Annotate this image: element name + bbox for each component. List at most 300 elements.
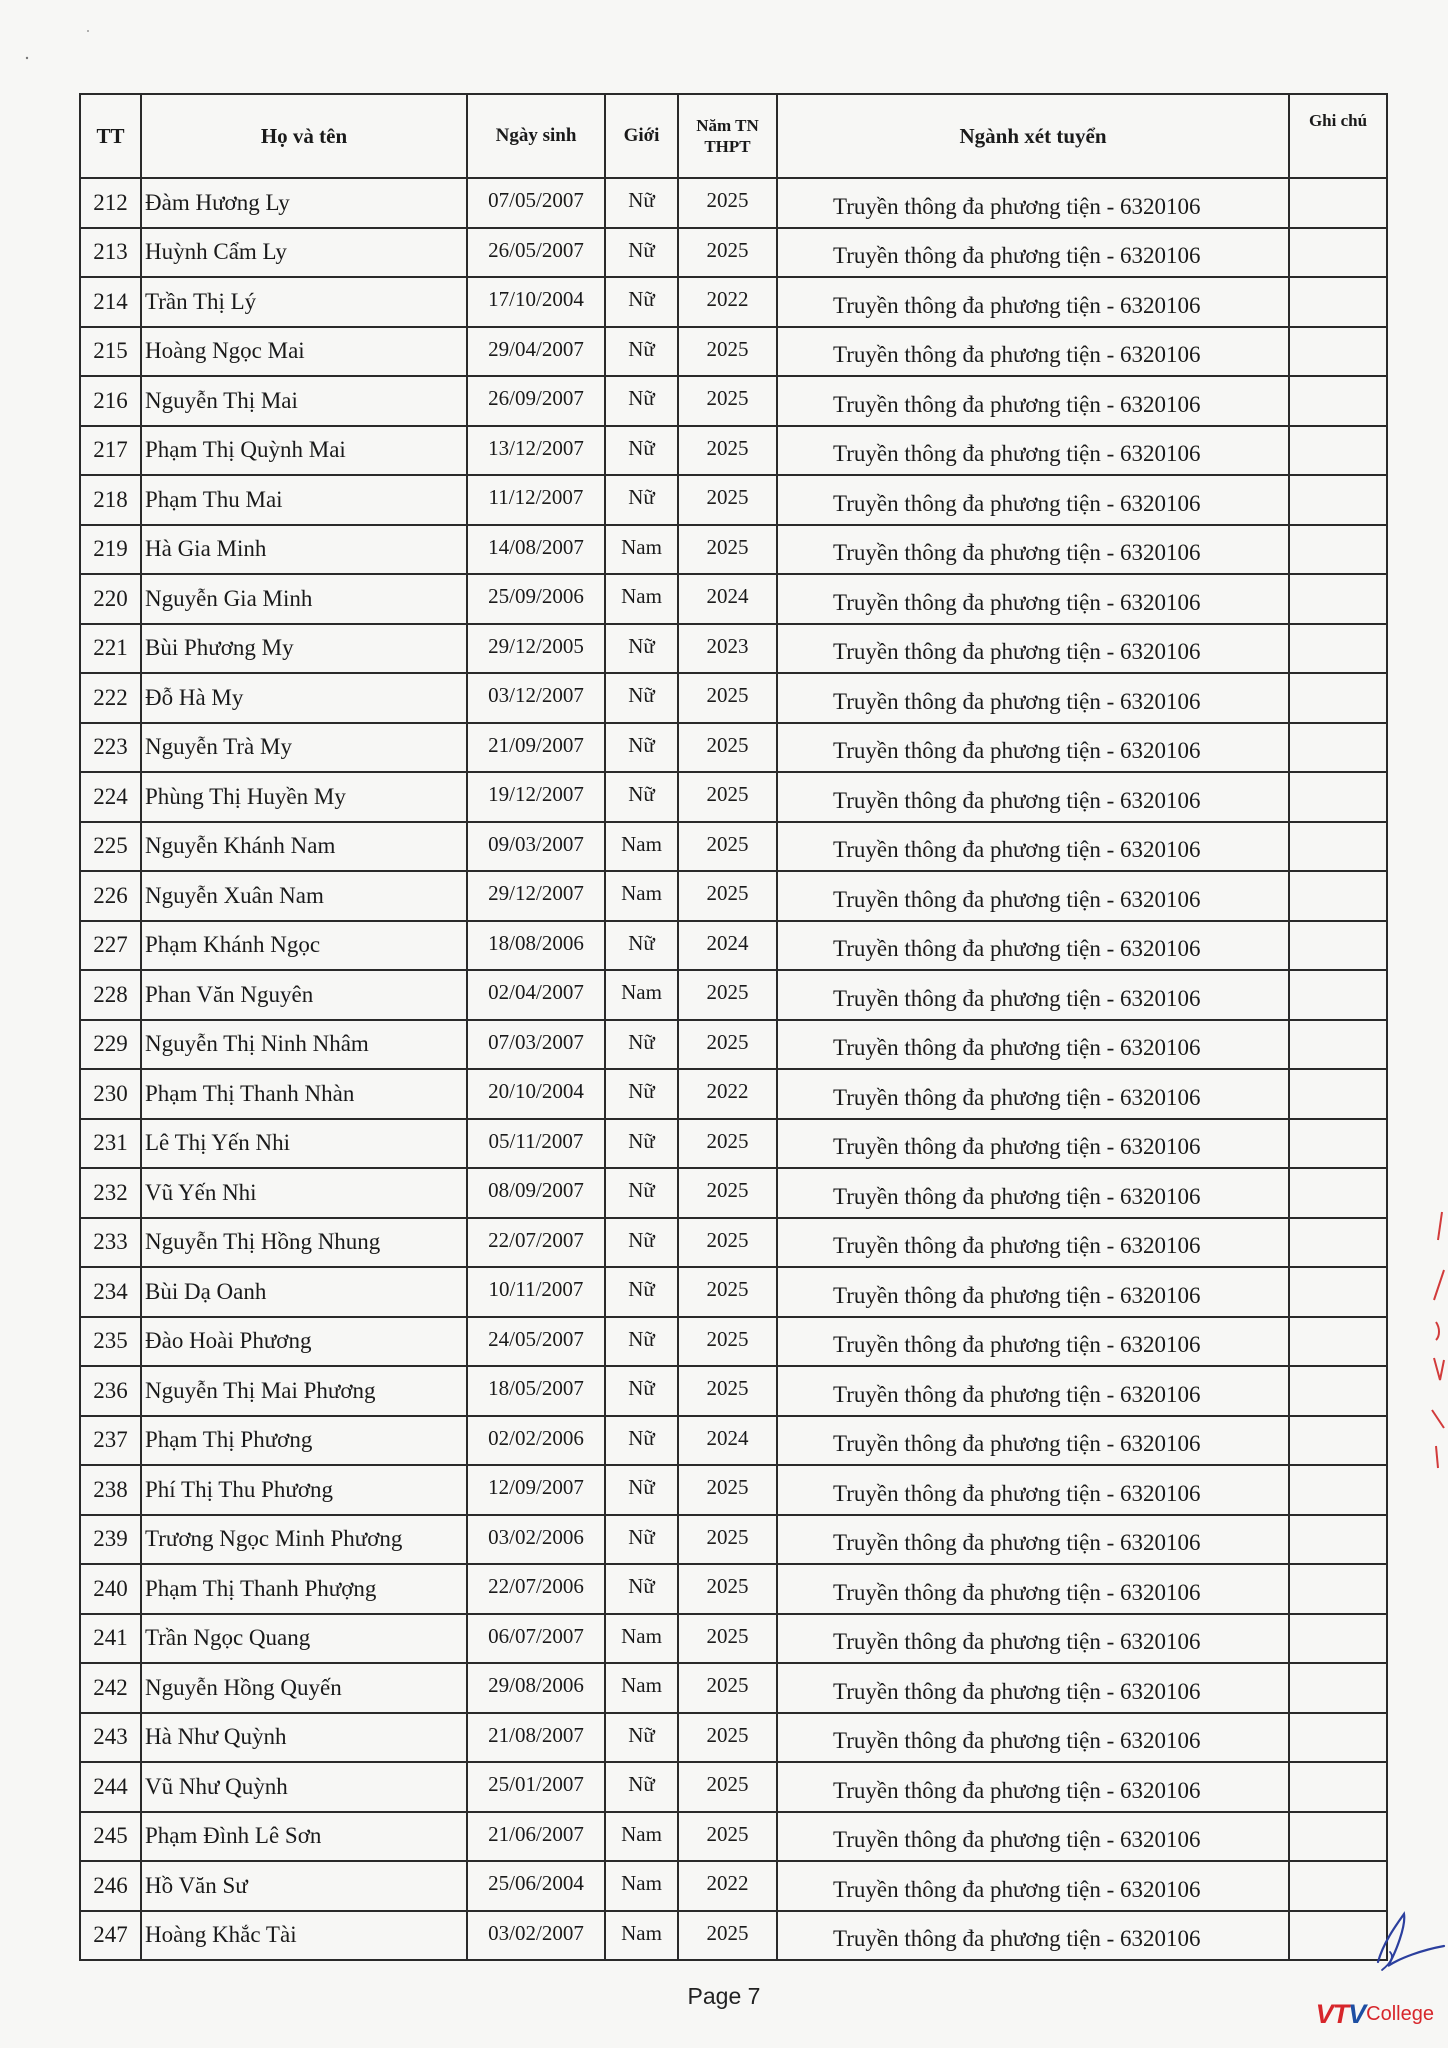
table-row: [80, 772, 1387, 822]
table-row: [80, 624, 1387, 674]
row-sex: Nữ: [605, 1069, 678, 1119]
row-tt: 219: [80, 525, 141, 575]
row-dob: 13/12/2007: [467, 426, 605, 476]
row-major: Truyền thông đa phương tiện - 6320106: [777, 673, 1289, 723]
header-sex: Giới: [605, 94, 678, 178]
table-row: [80, 1663, 1387, 1713]
table-row: [80, 673, 1387, 723]
header-year-line1: Năm TN: [696, 116, 759, 135]
logo-vt: VT: [1315, 1999, 1349, 2029]
red-stamp-icon: [1428, 1210, 1448, 1470]
row-dob: 22/07/2006: [467, 1564, 605, 1614]
row-name: Hà Như Quỳnh: [141, 1713, 467, 1763]
row-sex: Nữ: [605, 426, 678, 476]
row-major: Truyền thông đa phương tiện - 6320106: [777, 624, 1289, 674]
table-row: [80, 525, 1387, 575]
row-grad-year: 2025: [678, 1267, 777, 1317]
row-sex: Nam: [605, 574, 678, 624]
row-note: [1289, 1168, 1387, 1218]
row-dob: 29/12/2007: [467, 871, 605, 921]
row-major: Truyền thông đa phương tiện - 6320106: [777, 871, 1289, 921]
row-note: [1289, 1218, 1387, 1268]
header-name: Họ và tên: [141, 94, 467, 178]
candidate-table: [79, 93, 1388, 1961]
row-grad-year: 2025: [678, 327, 777, 377]
row-tt: 243: [80, 1713, 141, 1763]
row-grad-year: 2022: [678, 1861, 777, 1911]
table-row: [80, 1366, 1387, 1416]
row-dob: 06/07/2007: [467, 1614, 605, 1664]
row-major: Truyền thông đa phương tiện - 6320106: [777, 376, 1289, 426]
table-row: [80, 1812, 1387, 1862]
row-note: [1289, 1663, 1387, 1713]
row-dob: 20/10/2004: [467, 1069, 605, 1119]
table-row: [80, 1911, 1387, 1961]
row-name: Nguyễn Thị Hồng Nhung: [141, 1218, 467, 1268]
row-sex: Nữ: [605, 1218, 678, 1268]
row-name: Trương Ngọc Minh Phương: [141, 1515, 467, 1565]
row-name: Nguyễn Hồng Quyến: [141, 1663, 467, 1713]
row-grad-year: 2024: [678, 921, 777, 971]
row-sex: Nữ: [605, 673, 678, 723]
row-grad-year: 2022: [678, 277, 777, 327]
row-grad-year: 2024: [678, 1416, 777, 1466]
row-sex: Nữ: [605, 1762, 678, 1812]
table-row: [80, 376, 1387, 426]
row-tt: 213: [80, 228, 141, 278]
row-dob: 09/03/2007: [467, 822, 605, 872]
row-major: Truyền thông đa phương tiện - 6320106: [777, 1515, 1289, 1565]
row-name: Nguyễn Thị Ninh Nhâm: [141, 1020, 467, 1070]
row-grad-year: 2025: [678, 822, 777, 872]
row-note: [1289, 475, 1387, 525]
table-row: [80, 1614, 1387, 1664]
row-tt: 215: [80, 327, 141, 377]
row-name: Hoàng Khắc Tài: [141, 1911, 467, 1961]
header-note: Ghi chú: [1289, 94, 1387, 178]
row-major: Truyền thông đa phương tiện - 6320106: [777, 1564, 1289, 1614]
row-dob: 08/09/2007: [467, 1168, 605, 1218]
table-row: [80, 871, 1387, 921]
row-dob: 18/08/2006: [467, 921, 605, 971]
row-sex: Nam: [605, 970, 678, 1020]
row-tt: 217: [80, 426, 141, 476]
row-major: Truyền thông đa phương tiện - 6320106: [777, 1020, 1289, 1070]
row-dob: 12/09/2007: [467, 1465, 605, 1515]
table-row: [80, 1168, 1387, 1218]
row-major: Truyền thông đa phương tiện - 6320106: [777, 1713, 1289, 1763]
row-sex: Nữ: [605, 921, 678, 971]
row-sex: Nữ: [605, 277, 678, 327]
row-tt: 230: [80, 1069, 141, 1119]
row-grad-year: 2025: [678, 426, 777, 476]
row-grad-year: 2025: [678, 1168, 777, 1218]
row-tt: 240: [80, 1564, 141, 1614]
row-grad-year: 2025: [678, 376, 777, 426]
row-dob: 03/02/2007: [467, 1911, 605, 1961]
row-dob: 24/05/2007: [467, 1317, 605, 1367]
row-dob: 25/06/2004: [467, 1861, 605, 1911]
row-note: [1289, 673, 1387, 723]
row-note: [1289, 1366, 1387, 1416]
row-name: Lê Thị Yến Nhi: [141, 1119, 467, 1169]
row-major: Truyền thông đa phương tiện - 6320106: [777, 1069, 1289, 1119]
row-name: Hoàng Ngọc Mai: [141, 327, 467, 377]
row-name: Phạm Thị Thanh Nhàn: [141, 1069, 467, 1119]
table-row: [80, 921, 1387, 971]
row-grad-year: 2025: [678, 673, 777, 723]
row-tt: 226: [80, 871, 141, 921]
row-tt: 225: [80, 822, 141, 872]
row-name: Huỳnh Cẩm Ly: [141, 228, 467, 278]
row-dob: 14/08/2007: [467, 525, 605, 575]
row-major: Truyền thông đa phương tiện - 6320106: [777, 1861, 1289, 1911]
row-grad-year: 2025: [678, 475, 777, 525]
row-dob: 19/12/2007: [467, 772, 605, 822]
row-major: Truyền thông đa phương tiện - 6320106: [777, 1366, 1289, 1416]
row-dob: 29/08/2006: [467, 1663, 605, 1713]
row-grad-year: 2025: [678, 1317, 777, 1367]
row-dob: 02/02/2006: [467, 1416, 605, 1466]
row-sex: Nữ: [605, 228, 678, 278]
row-major: Truyền thông đa phương tiện - 6320106: [777, 1267, 1289, 1317]
row-tt: 239: [80, 1515, 141, 1565]
row-sex: Nữ: [605, 178, 678, 228]
row-note: [1289, 277, 1387, 327]
row-sex: Nữ: [605, 1416, 678, 1466]
row-major: Truyền thông đa phương tiện - 6320106: [777, 1812, 1289, 1862]
table-row: [80, 475, 1387, 525]
row-name: Nguyễn Trà My: [141, 723, 467, 773]
table-row: [80, 426, 1387, 476]
row-major: Truyền thông đa phương tiện - 6320106: [777, 426, 1289, 476]
row-name: Trần Thị Lý: [141, 277, 467, 327]
row-major: Truyền thông đa phương tiện - 6320106: [777, 525, 1289, 575]
logo-college: College: [1366, 2003, 1434, 2025]
row-tt: 236: [80, 1366, 141, 1416]
row-tt: 241: [80, 1614, 141, 1664]
row-note: [1289, 1416, 1387, 1466]
header-dob: Ngày sinh: [467, 94, 605, 178]
header-year-line2: THPT: [704, 137, 751, 156]
row-note: [1289, 624, 1387, 674]
table-row: [80, 822, 1387, 872]
row-grad-year: 2025: [678, 1812, 777, 1862]
row-name: Nguyễn Khánh Nam: [141, 822, 467, 872]
table-row: [80, 1861, 1387, 1911]
vtv-college-logo: [1316, 1999, 1434, 2030]
row-name: Hà Gia Minh: [141, 525, 467, 575]
row-note: [1289, 1762, 1387, 1812]
row-dob: 26/05/2007: [467, 228, 605, 278]
row-tt: 237: [80, 1416, 141, 1466]
row-note: [1289, 228, 1387, 278]
row-sex: Nữ: [605, 624, 678, 674]
row-name: Phạm Thị Quỳnh Mai: [141, 426, 467, 476]
row-name: Bùi Dạ Oanh: [141, 1267, 467, 1317]
row-major: Truyền thông đa phương tiện - 6320106: [777, 1119, 1289, 1169]
header-major: Ngành xét tuyển: [777, 94, 1289, 178]
table-row: [80, 1317, 1387, 1367]
row-sex: Nữ: [605, 1366, 678, 1416]
row-major: Truyền thông đa phương tiện - 6320106: [777, 277, 1289, 327]
row-sex: Nữ: [605, 1713, 678, 1763]
row-major: Truyền thông đa phương tiện - 6320106: [777, 822, 1289, 872]
row-dob: 26/09/2007: [467, 376, 605, 426]
row-major: Truyền thông đa phương tiện - 6320106: [777, 1218, 1289, 1268]
row-sex: Nữ: [605, 1119, 678, 1169]
row-grad-year: 2025: [678, 772, 777, 822]
table-body: [80, 178, 1387, 1960]
row-note: [1289, 1119, 1387, 1169]
table-row: [80, 178, 1387, 228]
row-grad-year: 2025: [678, 1465, 777, 1515]
row-tt: 234: [80, 1267, 141, 1317]
row-grad-year: 2025: [678, 1564, 777, 1614]
row-tt: 238: [80, 1465, 141, 1515]
table-row: [80, 574, 1387, 624]
table-row: [80, 1762, 1387, 1812]
row-dob: 18/05/2007: [467, 1366, 605, 1416]
scan-specks: [0, 0, 120, 80]
row-note: [1289, 772, 1387, 822]
logo-v: V: [1348, 1999, 1366, 2029]
table-row: [80, 1020, 1387, 1070]
row-tt: 214: [80, 277, 141, 327]
table-row: [80, 1713, 1387, 1763]
header-year: [678, 94, 777, 178]
row-grad-year: 2025: [678, 1515, 777, 1565]
row-note: [1289, 1267, 1387, 1317]
row-major: Truyền thông đa phương tiện - 6320106: [777, 772, 1289, 822]
row-dob: 02/04/2007: [467, 970, 605, 1020]
row-grad-year: 2023: [678, 624, 777, 674]
row-grad-year: 2022: [678, 1069, 777, 1119]
row-dob: 07/05/2007: [467, 178, 605, 228]
row-sex: Nữ: [605, 1564, 678, 1614]
table-header: [80, 94, 1387, 178]
table-row: [80, 1218, 1387, 1268]
row-tt: 227: [80, 921, 141, 971]
row-tt: 235: [80, 1317, 141, 1367]
row-name: Nguyễn Xuân Nam: [141, 871, 467, 921]
row-note: [1289, 1564, 1387, 1614]
row-sex: Nữ: [605, 376, 678, 426]
row-tt: 247: [80, 1911, 141, 1961]
row-sex: Nam: [605, 822, 678, 872]
row-dob: 25/01/2007: [467, 1762, 605, 1812]
header-tt: TT: [80, 94, 141, 178]
row-dob: 21/08/2007: [467, 1713, 605, 1763]
row-name: Nguyễn Thị Mai Phương: [141, 1366, 467, 1416]
table-row: [80, 723, 1387, 773]
row-tt: 212: [80, 178, 141, 228]
row-dob: 22/07/2007: [467, 1218, 605, 1268]
row-tt: 229: [80, 1020, 141, 1070]
table-row: [80, 1515, 1387, 1565]
row-name: Phùng Thị Huyền My: [141, 772, 467, 822]
row-name: Phạm Thị Phương: [141, 1416, 467, 1466]
table-row: [80, 277, 1387, 327]
row-note: [1289, 822, 1387, 872]
row-sex: Nam: [605, 1614, 678, 1664]
table-row: [80, 1416, 1387, 1466]
row-tt: 220: [80, 574, 141, 624]
row-name: Nguyễn Thị Mai: [141, 376, 467, 426]
row-dob: 03/12/2007: [467, 673, 605, 723]
row-grad-year: 2025: [678, 178, 777, 228]
row-grad-year: 2024: [678, 574, 777, 624]
row-note: [1289, 327, 1387, 377]
row-major: Truyền thông đa phương tiện - 6320106: [777, 1317, 1289, 1367]
row-name: Phan Văn Nguyên: [141, 970, 467, 1020]
row-tt: 232: [80, 1168, 141, 1218]
row-sex: Nữ: [605, 475, 678, 525]
row-major: Truyền thông đa phương tiện - 6320106: [777, 327, 1289, 377]
row-grad-year: 2025: [678, 970, 777, 1020]
table-row: [80, 1119, 1387, 1169]
row-major: Truyền thông đa phương tiện - 6320106: [777, 1762, 1289, 1812]
row-grad-year: 2025: [678, 1119, 777, 1169]
row-sex: Nam: [605, 871, 678, 921]
row-tt: 245: [80, 1812, 141, 1862]
row-sex: Nữ: [605, 1267, 678, 1317]
row-sex: Nữ: [605, 1515, 678, 1565]
row-grad-year: 2025: [678, 228, 777, 278]
row-note: [1289, 723, 1387, 773]
table-row: [80, 228, 1387, 278]
row-grad-year: 2025: [678, 1614, 777, 1664]
row-note: [1289, 1515, 1387, 1565]
row-grad-year: 2025: [678, 1762, 777, 1812]
row-dob: 29/04/2007: [467, 327, 605, 377]
row-grad-year: 2025: [678, 1218, 777, 1268]
row-note: [1289, 921, 1387, 971]
row-dob: 11/12/2007: [467, 475, 605, 525]
row-tt: 231: [80, 1119, 141, 1169]
row-major: Truyền thông đa phương tiện - 6320106: [777, 970, 1289, 1020]
row-note: [1289, 970, 1387, 1020]
table-row: [80, 1267, 1387, 1317]
page-number: Page 7: [687, 1983, 761, 2009]
row-major: Truyền thông đa phương tiện - 6320106: [777, 1911, 1289, 1961]
row-sex: Nam: [605, 1812, 678, 1862]
row-note: [1289, 178, 1387, 228]
row-major: Truyền thông đa phương tiện - 6320106: [777, 723, 1289, 773]
table-row: [80, 970, 1387, 1020]
row-note: [1289, 525, 1387, 575]
table-row: [80, 327, 1387, 377]
row-name: Phí Thị Thu Phương: [141, 1465, 467, 1515]
row-tt: 244: [80, 1762, 141, 1812]
row-tt: 218: [80, 475, 141, 525]
row-sex: Nam: [605, 525, 678, 575]
row-major: Truyền thông đa phương tiện - 6320106: [777, 921, 1289, 971]
row-name: Vũ Yến Nhi: [141, 1168, 467, 1218]
row-note: [1289, 1020, 1387, 1070]
row-major: Truyền thông đa phương tiện - 6320106: [777, 574, 1289, 624]
row-name: Nguyễn Gia Minh: [141, 574, 467, 624]
row-note: [1289, 1465, 1387, 1515]
row-dob: 21/09/2007: [467, 723, 605, 773]
row-major: Truyền thông đa phương tiện - 6320106: [777, 228, 1289, 278]
row-dob: 21/06/2007: [467, 1812, 605, 1862]
row-sex: Nữ: [605, 1168, 678, 1218]
row-dob: 07/03/2007: [467, 1020, 605, 1070]
row-note: [1289, 574, 1387, 624]
row-major: Truyền thông đa phương tiện - 6320106: [777, 1168, 1289, 1218]
row-note: [1289, 1812, 1387, 1862]
row-sex: Nữ: [605, 327, 678, 377]
row-name: Đỗ Hà My: [141, 673, 467, 723]
row-tt: 233: [80, 1218, 141, 1268]
row-dob: 29/12/2005: [467, 624, 605, 674]
row-name: Phạm Khánh Ngọc: [141, 921, 467, 971]
row-name: Hồ Văn Sư: [141, 1861, 467, 1911]
row-major: Truyền thông đa phương tiện - 6320106: [777, 1416, 1289, 1466]
row-dob: 17/10/2004: [467, 277, 605, 327]
row-grad-year: 2025: [678, 723, 777, 773]
row-name: Bùi Phương My: [141, 624, 467, 674]
row-grad-year: 2025: [678, 1366, 777, 1416]
row-note: [1289, 1069, 1387, 1119]
row-dob: 25/09/2006: [467, 574, 605, 624]
row-major: Truyền thông đa phương tiện - 6320106: [777, 1614, 1289, 1664]
row-note: [1289, 1713, 1387, 1763]
row-dob: 10/11/2007: [467, 1267, 605, 1317]
row-sex: Nam: [605, 1663, 678, 1713]
row-major: Truyền thông đa phương tiện - 6320106: [777, 178, 1289, 228]
row-sex: Nữ: [605, 723, 678, 773]
row-name: Phạm Thị Thanh Phượng: [141, 1564, 467, 1614]
row-note: [1289, 376, 1387, 426]
row-grad-year: 2025: [678, 1663, 777, 1713]
row-grad-year: 2025: [678, 1713, 777, 1763]
row-note: [1289, 1317, 1387, 1367]
row-dob: 03/02/2006: [467, 1515, 605, 1565]
row-sex: Nam: [605, 1911, 678, 1961]
row-sex: Nam: [605, 1861, 678, 1911]
row-name: Vũ Như Quỳnh: [141, 1762, 467, 1812]
row-grad-year: 2025: [678, 1911, 777, 1961]
table-row: [80, 1564, 1387, 1614]
table-row: [80, 1465, 1387, 1515]
row-tt: 216: [80, 376, 141, 426]
row-dob: 05/11/2007: [467, 1119, 605, 1169]
row-name: Đàm Hương Ly: [141, 178, 467, 228]
table-row: [80, 1069, 1387, 1119]
row-name: Phạm Đình Lê Sơn: [141, 1812, 467, 1862]
row-sex: Nữ: [605, 1465, 678, 1515]
row-tt: 224: [80, 772, 141, 822]
row-tt: 228: [80, 970, 141, 1020]
row-major: Truyền thông đa phương tiện - 6320106: [777, 1465, 1289, 1515]
row-tt: 242: [80, 1663, 141, 1713]
row-grad-year: 2025: [678, 525, 777, 575]
row-major: Truyền thông đa phương tiện - 6320106: [777, 475, 1289, 525]
row-name: Trần Ngọc Quang: [141, 1614, 467, 1664]
row-tt: 246: [80, 1861, 141, 1911]
row-note: [1289, 426, 1387, 476]
row-note: [1289, 1614, 1387, 1664]
row-note: [1289, 871, 1387, 921]
row-tt: 223: [80, 723, 141, 773]
row-grad-year: 2025: [678, 1020, 777, 1070]
row-tt: 221: [80, 624, 141, 674]
row-tt: 222: [80, 673, 141, 723]
row-name: Phạm Thu Mai: [141, 475, 467, 525]
row-sex: Nữ: [605, 1317, 678, 1367]
